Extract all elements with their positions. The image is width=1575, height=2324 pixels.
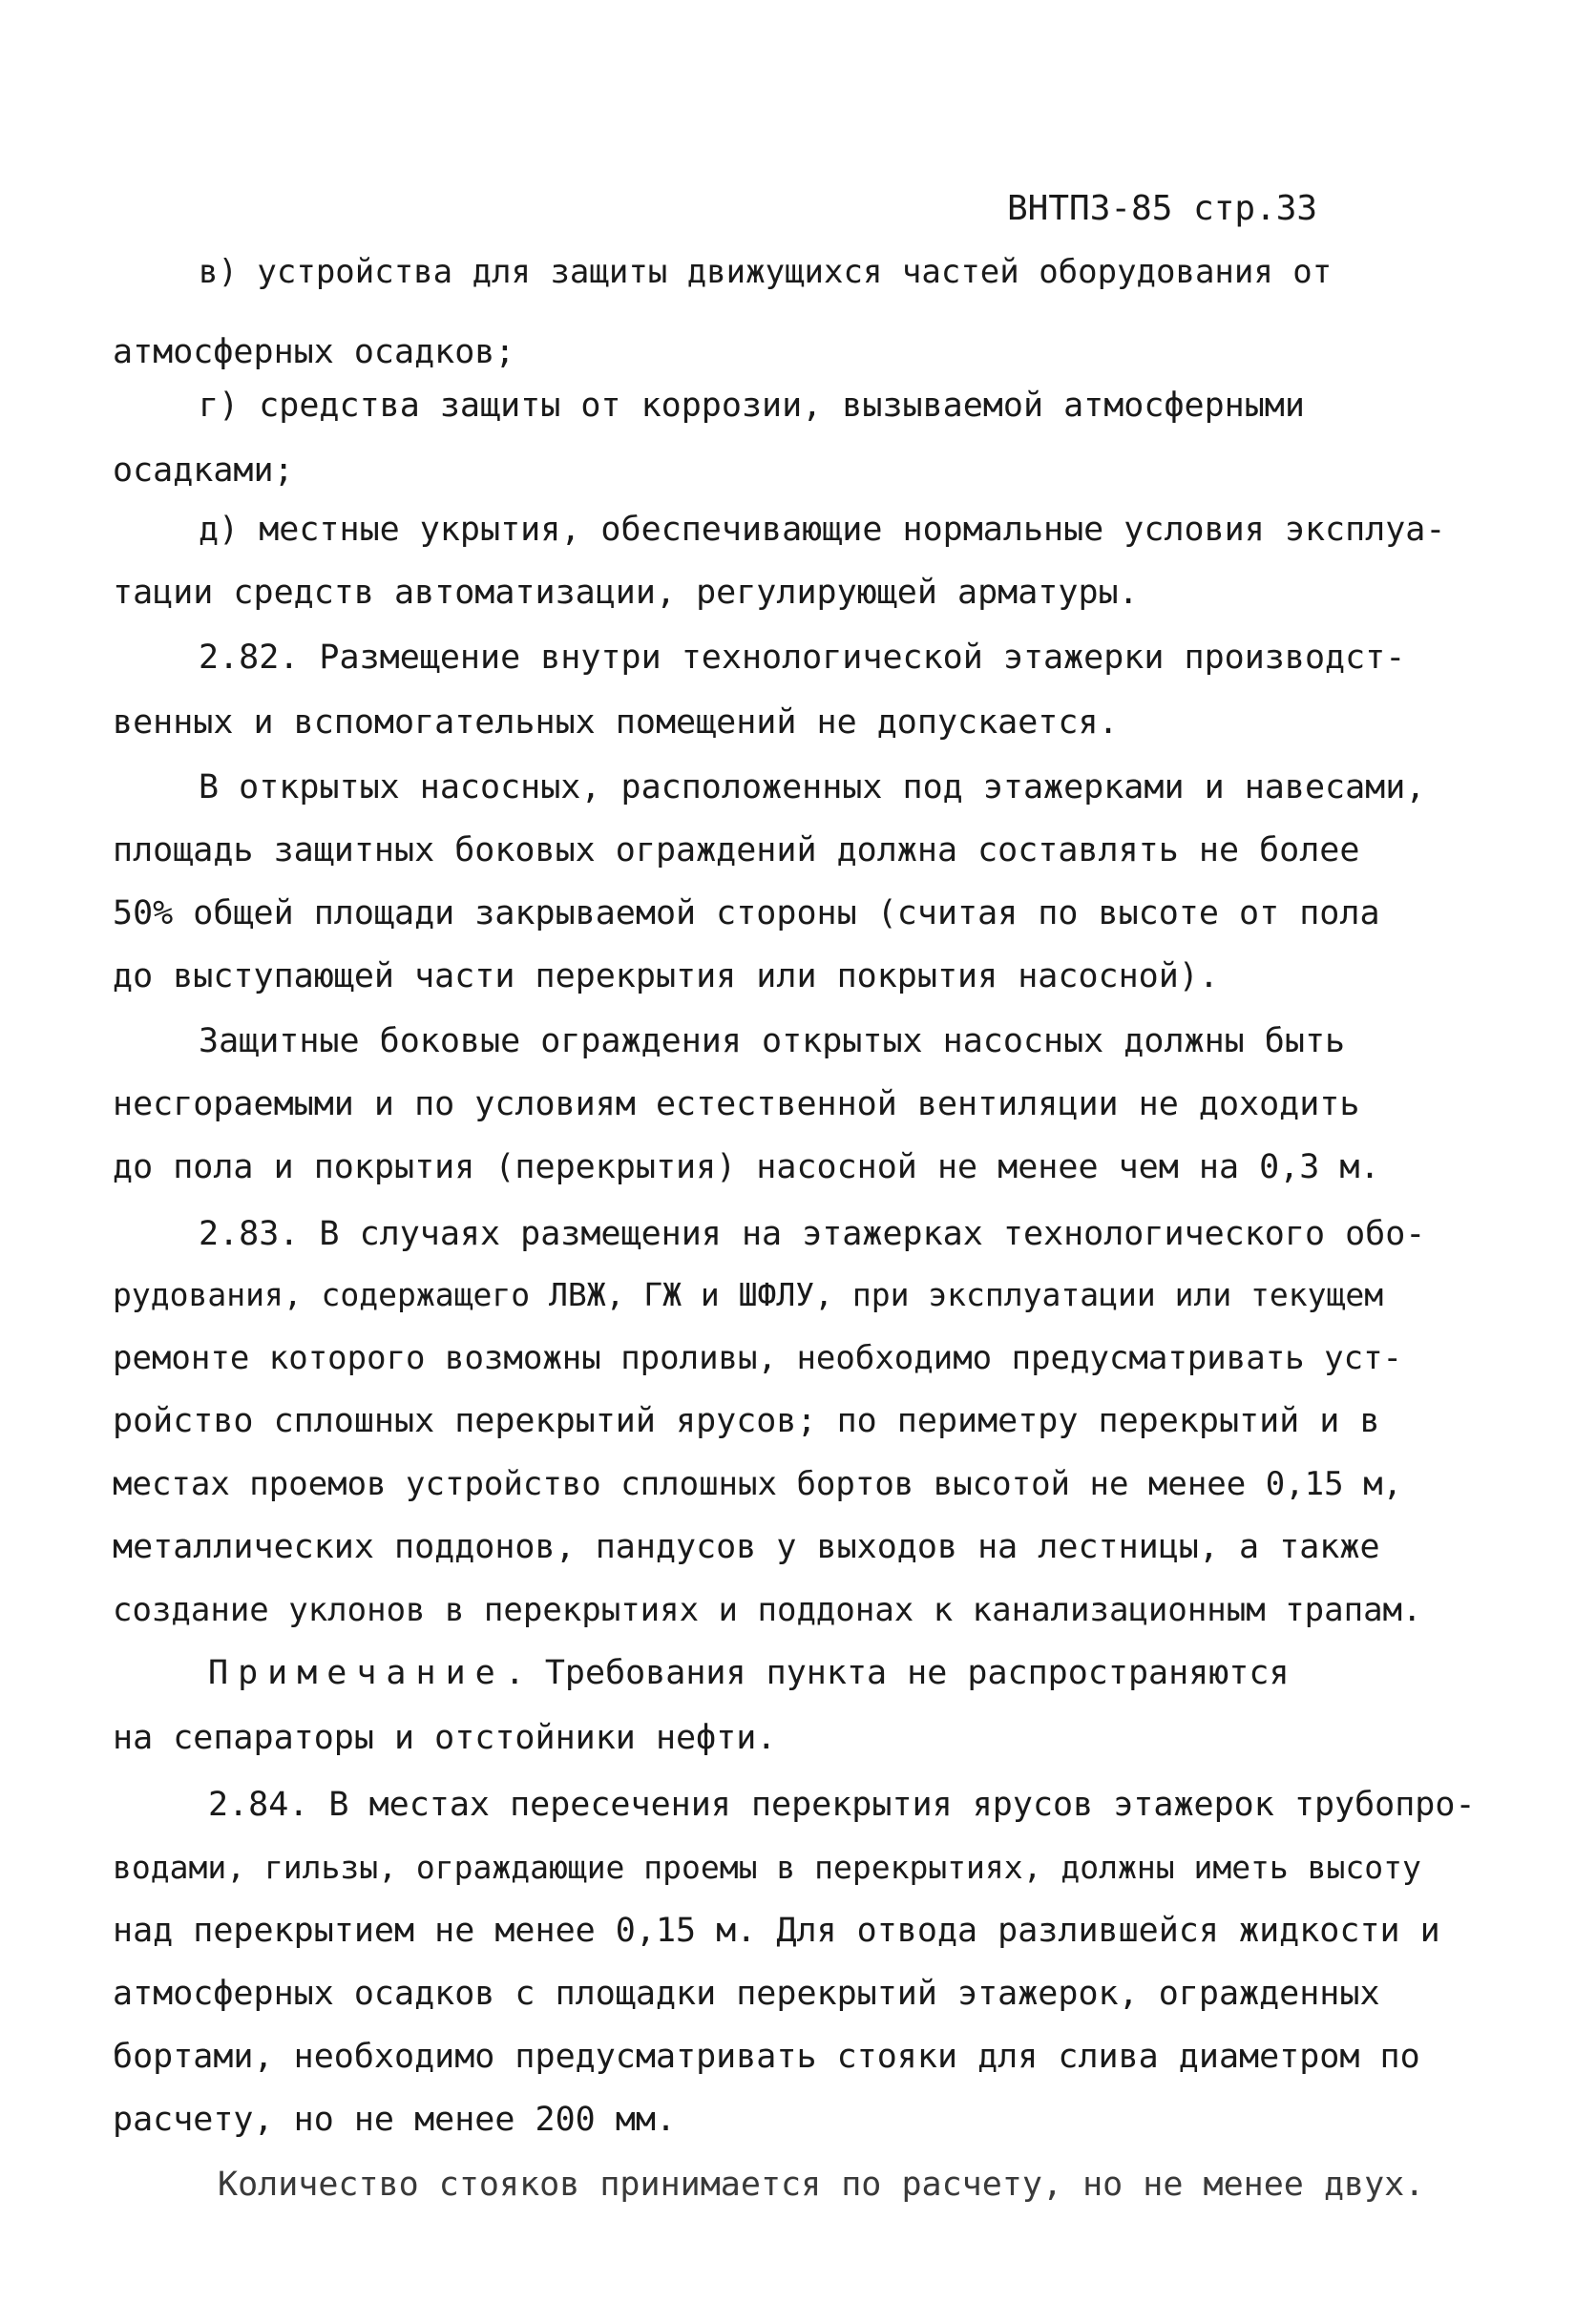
- text-line: атмосферных осадков с площадки перекрытий этажерок, огражденных: [113, 1975, 1380, 2013]
- text-line: на сепараторы и отстойники нефти.: [113, 1719, 777, 1757]
- text-line: атмосферных осадков;: [113, 333, 515, 371]
- text-line: Защитные боковые ограждения открытых насосных должны быть: [199, 1022, 1346, 1060]
- text-line: бортами, необходимо предусматривать стояки для слива диаметром по: [113, 2038, 1420, 2076]
- text-line: рудования, содержащего ЛВЖ, ГЖ и ШФЛУ, при эксплуатации или текущем: [113, 1276, 1384, 1313]
- text-line: ройство сплошных перекрытий ярусов; по периметру перекрытий и в: [113, 1402, 1380, 1440]
- note-label-line: [208, 1654, 1290, 1692]
- text-line: 2.82. Размещение внутри технологической этажерки производст-: [199, 639, 1406, 677]
- text-line: В открытых насосных, расположенных под этажерками и навесами,: [199, 768, 1426, 806]
- text-line: д) местные укрытия, обеспечивающие нормальные условия эксплуа-: [199, 511, 1446, 549]
- text-line: г) средства защиты от коррозии, вызываемой атмосферными: [199, 387, 1305, 425]
- text-line: 2.83. В случаях размещения на этажерках технологического обо-: [199, 1215, 1426, 1253]
- note-text: . Требования пункта не распространяются: [504, 1654, 1290, 1692]
- text-line: 50% общей площади закрываемой стороны (считая по высоте от пола: [113, 894, 1380, 932]
- text-line: водами, гильзы, ограждающие проемы в перекрытиях, должны иметь высоту: [113, 1849, 1421, 1886]
- text-line: в) устройства для защиты движущихся частей оборудования от: [199, 253, 1333, 291]
- text-line: 2.84. В местах пересечения перекрытия ярусов этажерок трубопро-: [208, 1786, 1476, 1824]
- text-line: местах проемов устройство сплошных бортов высотой не менее 0,15 м,: [113, 1465, 1403, 1503]
- text-line: металлических поддонов, пандусов у выходов на лестницы, а также: [113, 1528, 1380, 1566]
- text-line: осадками;: [113, 451, 294, 490]
- text-line: создание уклонов в перекрытиях и поддонах к канализационным трапам.: [113, 1591, 1422, 1629]
- text-line: тации средств автоматизации, регулирующей арматуры.: [113, 574, 1139, 612]
- text-line: над перекрытием не менее 0,15 м. Для отвода разлившейся жидкости и: [113, 1912, 1440, 1950]
- text-line: несгораемыми и по условиям естественной вентиляции не доходить: [113, 1085, 1360, 1123]
- note-label: Примечание: [208, 1654, 505, 1692]
- text-line: расчету, но не менее 200 мм.: [113, 2101, 677, 2139]
- text-line: площадь защитных боковых ограждений должна составлять не более: [113, 831, 1360, 869]
- text-line: Количество стояков принимается по расчету, но не менее двух.: [218, 2166, 1425, 2204]
- text-line: до выступающей части перекрытия или покрытия насосной).: [113, 957, 1219, 995]
- text-line: до пола и покрытия (перекрытия) насосной не менее чем на 0,3 м.: [113, 1148, 1380, 1186]
- document-reference: ВНТП3-85 стр.33: [1007, 189, 1318, 228]
- text-line: ремонте которого возможны проливы, необходимо предусматривать уст-: [113, 1339, 1403, 1377]
- text-line: венных и вспомогательных помещений не допускается.: [113, 703, 1119, 742]
